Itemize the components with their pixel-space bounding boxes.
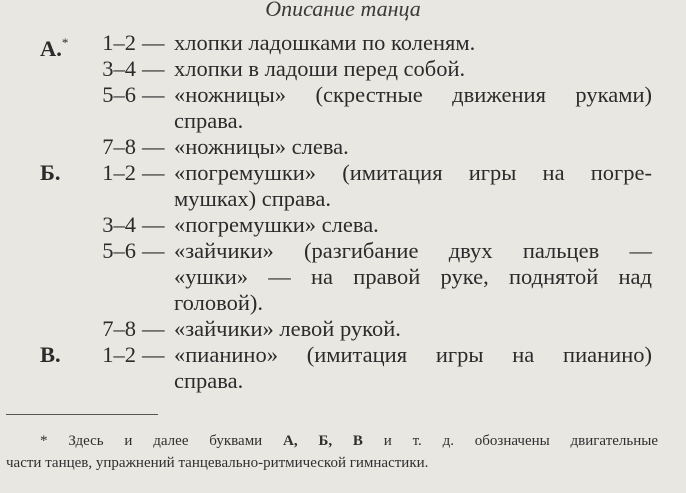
step-text: «зайчики» левой рукой. (174, 316, 401, 341)
step-text: «зайчики» (разгибание двух пальцев — (174, 238, 652, 263)
step-count: 5–6 (102, 238, 136, 263)
step-continuation (0, 368, 686, 394)
step-count: 7–8 (102, 316, 136, 341)
step-continuation (0, 290, 686, 316)
step-count: 1–2 (102, 342, 136, 367)
step-row (0, 238, 686, 264)
step-row (0, 134, 686, 160)
part-label: Б. (40, 160, 61, 185)
step-count: 7–8 (102, 134, 136, 159)
step-count: 3–4 (102, 212, 136, 237)
step-row (0, 30, 686, 61)
step-continuation (0, 108, 686, 134)
step-dash: — (142, 316, 165, 341)
step-row (0, 212, 686, 238)
step-text: «погремушки» слева. (174, 212, 379, 237)
footnote-divider (6, 414, 158, 415)
step-count: 3–4 (102, 56, 136, 81)
step-count: 1–2 (102, 30, 136, 55)
step-row (0, 160, 686, 186)
step-continuation (0, 264, 686, 290)
footnote-line-1 (6, 430, 658, 452)
step-text-continued: справа. (174, 368, 244, 393)
step-dash: — (142, 82, 165, 107)
step-continuation (0, 186, 686, 212)
step-row (0, 342, 686, 368)
dance-description (0, 30, 686, 394)
step-dash: — (142, 30, 165, 55)
step-text: «ножницы» (скрестные движения руками) (174, 82, 652, 107)
step-row (0, 56, 686, 82)
step-dash: — (142, 212, 165, 237)
step-text: хлопки ладошками по коленям. (174, 30, 476, 55)
step-count: 5–6 (102, 82, 136, 107)
step-text-continued: головой). (174, 290, 263, 315)
step-dash: — (142, 134, 165, 159)
section-title: Описание танца (265, 0, 421, 21)
step-dash: — (142, 160, 165, 185)
footnote (6, 430, 658, 474)
step-dash: — (142, 56, 165, 81)
step-count: 1–2 (102, 160, 136, 185)
footnote-text: и т. д. обозначены двигательные (383, 433, 658, 449)
footnote-mark: * (40, 433, 48, 449)
footnote-letter-v: В (352, 433, 363, 449)
step-dash: — (142, 342, 165, 367)
step-dash: — (142, 238, 165, 263)
footnote-text: Здесь и далее буквами (68, 433, 263, 449)
part-label: А.* (40, 35, 69, 61)
step-text-continued: справа. (174, 108, 244, 133)
footnote-marker: * (61, 35, 69, 50)
footnote-line-2: части танцев, упражнений танцевально-ритмической гимнастики. (6, 455, 429, 471)
step-text-continued: мушках) справа. (174, 186, 331, 211)
step-text: «ножницы» слева. (174, 134, 349, 159)
step-row (0, 316, 686, 342)
part-label: В. (40, 342, 61, 367)
step-row (0, 82, 686, 108)
step-text-continued: «ушки» — на правой руке, поднятой над (174, 264, 652, 289)
footnote-letter-b: Б, (318, 433, 333, 449)
step-text: «погремушки» (имитация игры на погре- (174, 160, 652, 185)
footnote-letter-a: А, (283, 433, 298, 449)
step-text: хлопки в ладоши перед собой. (174, 56, 466, 81)
step-text: «пианино» (имитация игры на пианино) (174, 342, 652, 367)
